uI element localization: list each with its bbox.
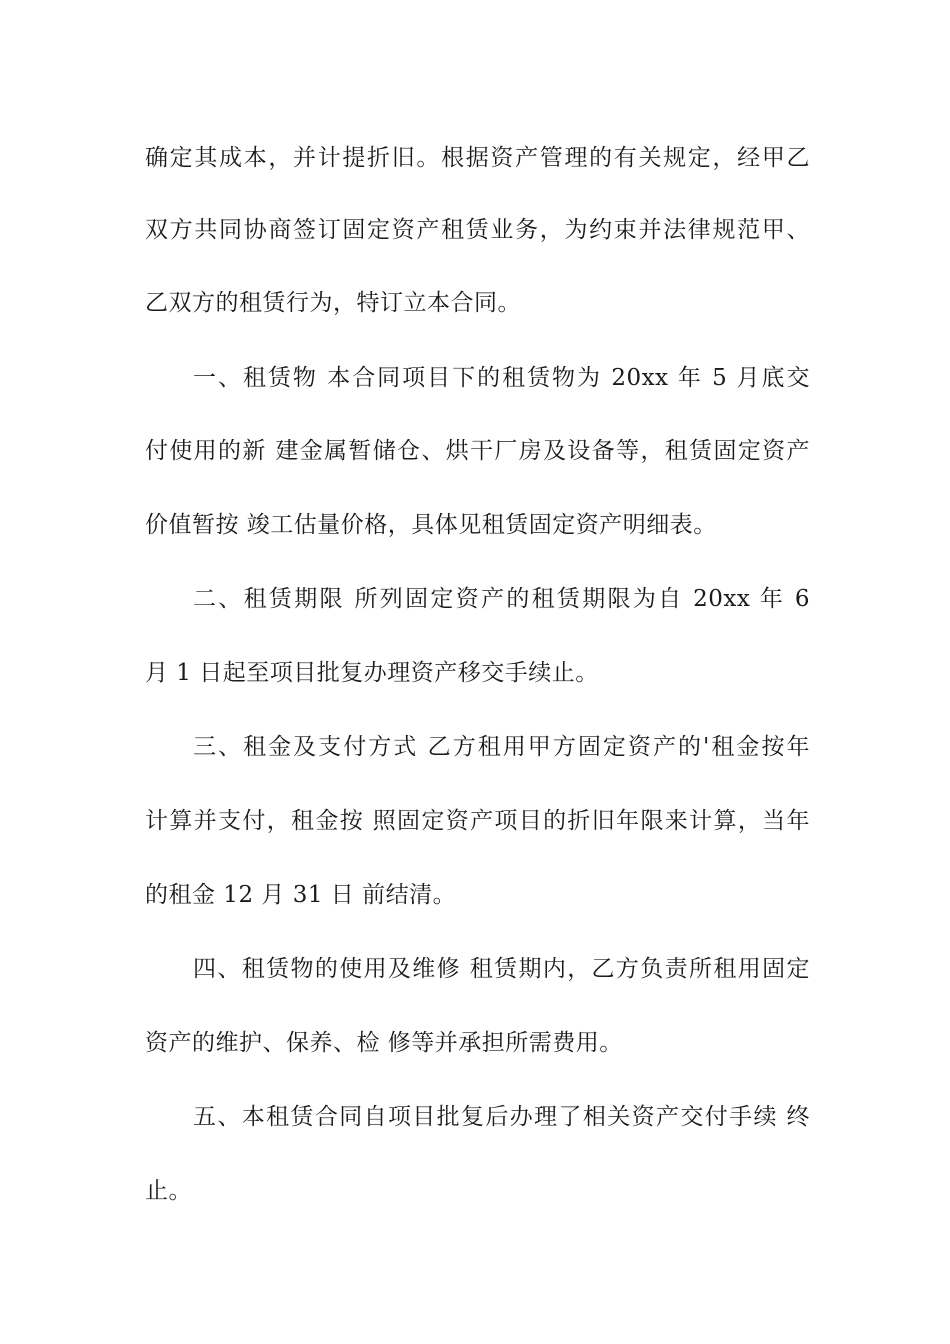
section-3-heading-line: 三、租金及支付方式 乙方租用甲方固定资产的'租金按年 bbox=[193, 734, 810, 760]
section-4-heading-line: 四、租赁物的使用及维修 租赁期内，乙方负责所租用固定 bbox=[193, 956, 810, 982]
paragraph-line: 付使用的新 建金属暂储仓、烘干厂房及设备等，租赁固定资产 bbox=[145, 438, 810, 464]
paragraph-line: 的租金 12 月 31 日 前结清。 bbox=[145, 882, 457, 908]
paragraph-line: 双方共同协商签订固定资产租赁业务，为约束并法律规范甲、 bbox=[145, 217, 810, 243]
paragraph-line: 价值暂按 竣工估量价格，具体见租赁固定资产明细表。 bbox=[145, 512, 717, 538]
paragraph-line: 确定其成本，并计提折旧。根据资产管理的有关规定，经甲乙 bbox=[145, 145, 810, 171]
section-2-heading-line: 二、租赁期限 所列固定资产的租赁期限为自 20xx 年 6 bbox=[193, 586, 810, 612]
section-1-heading-line: 一、租赁物 本合同项目下的租赁物为 20xx 年 5 月底交 bbox=[193, 365, 810, 391]
paragraph-line: 月 1 日起至项目批复办理资产移交手续止。 bbox=[145, 660, 599, 686]
paragraph-line: 资产的维护、保养、检 修等并承担所需费用。 bbox=[145, 1030, 623, 1056]
paragraph-line: 乙双方的租赁行为，特订立本合同。 bbox=[145, 290, 521, 316]
section-5-heading-line: 五、本租赁合同自项目批复后办理了相关资产交付手续 终 bbox=[193, 1104, 810, 1130]
paragraph-line: 止。 bbox=[145, 1178, 192, 1204]
paragraph-line: 计算并支付，租金按 照固定资产项目的折旧年限来计算，当年 bbox=[145, 808, 810, 834]
